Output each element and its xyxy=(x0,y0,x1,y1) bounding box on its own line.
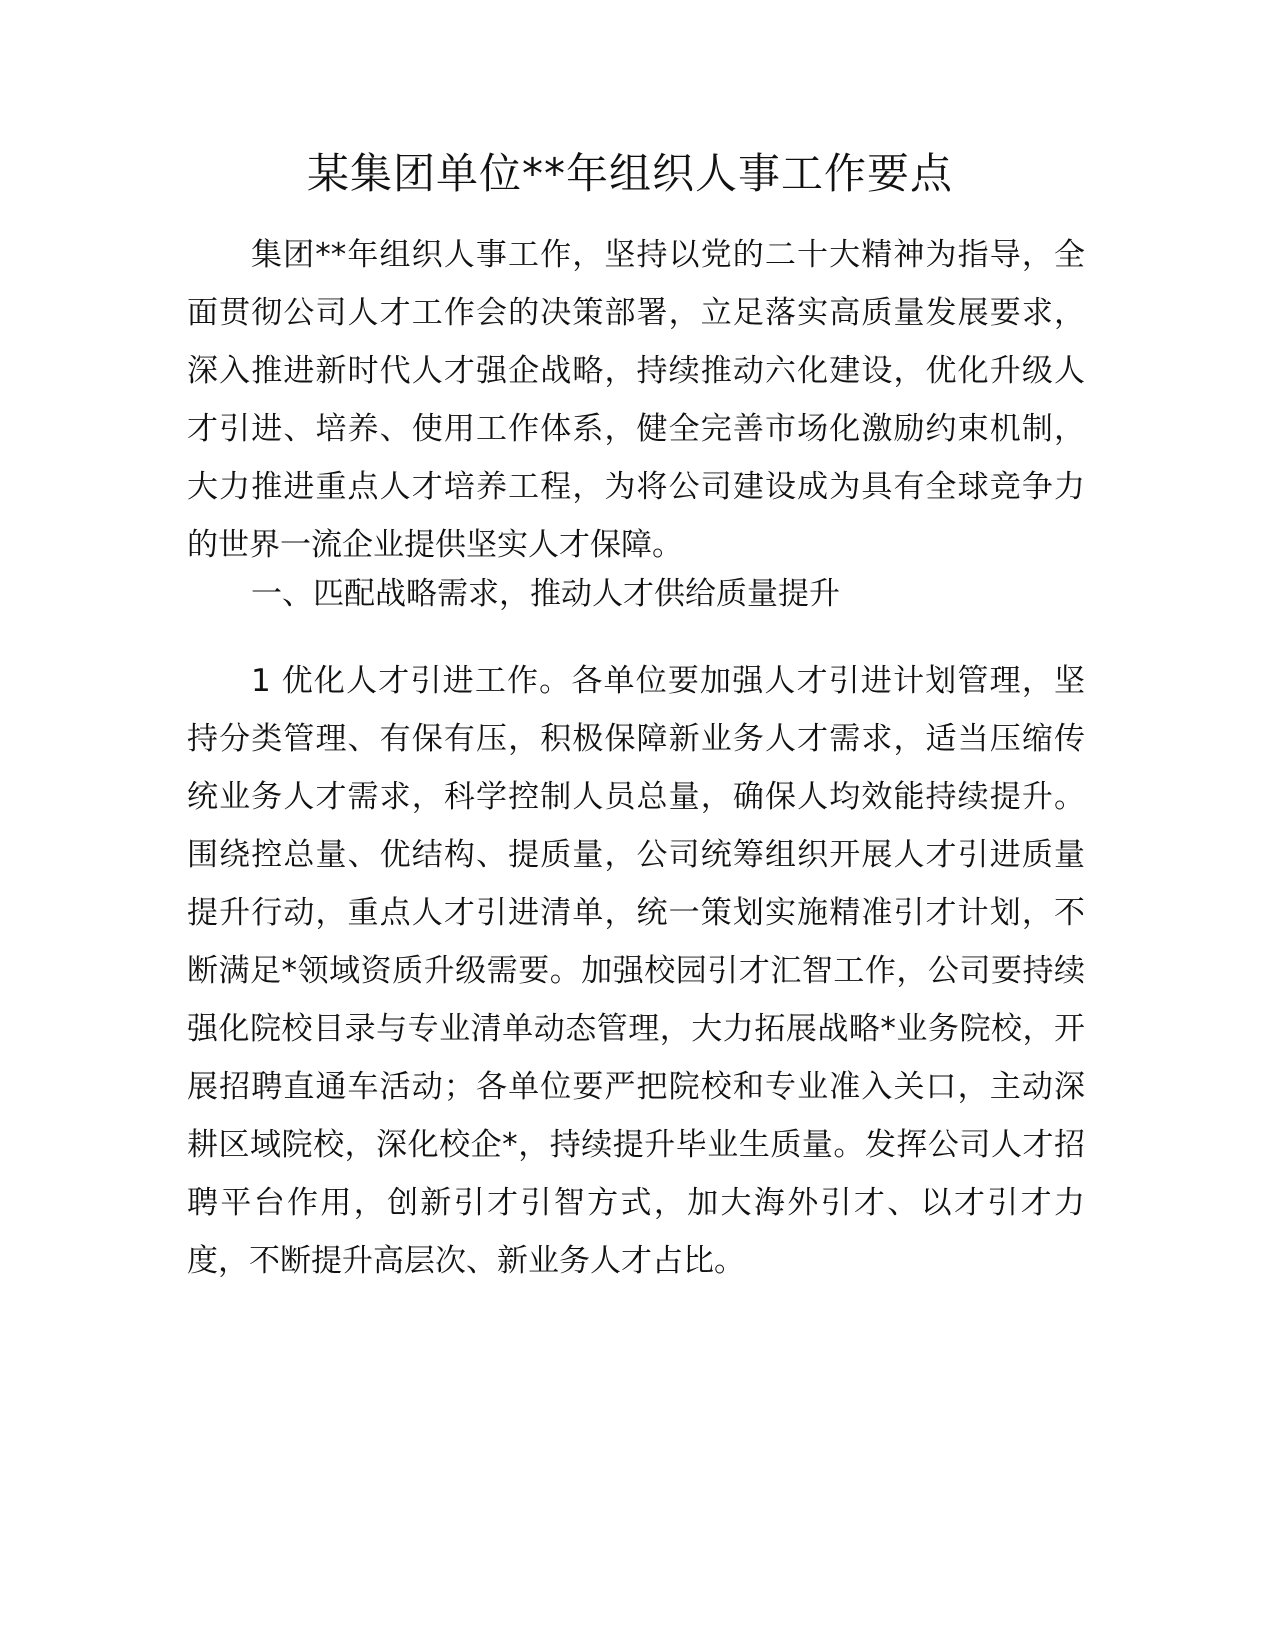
section-heading: 一、匹配战略需求，推动人才供给质量提升 xyxy=(251,576,840,612)
intro-paragraph: 集团**年组织人事工作，坚持以党的二十大精神为指导，全面贯彻公司人才工作会的决策部署，立足落实高质量发展要求，深入推进新时代人才强企战略，持续推动六化建设，优化升级人才引进、培养、使用工作体系，健全完善市场化激励约束机制，大力推进重点人才培养工程，为将公司建设成为具有全球竞争力的世界一流企业提供坚实人才保障。 xyxy=(187,237,1085,563)
document-title: 某集团单位**年组织人事工作要点 xyxy=(306,149,953,198)
item-paragraph: 1 优化人才引进工作。各单位要加强人才引进计划管理，坚持分类管理、有保有压，积极保障新业务人才需求，适当压缩传统业务人才需求，科学控制人员总量，确保人均效能持续提升。围绕控总量、优结构、提质量，公司统筹组织开展人才引进质量提升行动，重点人才引进清单，统一策划实施精准引才计划，不断满足*领域资质升级需要。加强校园引才汇智工作，公司要持续强化院校目录与专业清单动态管理，大力拓展战略*业务院校，开展招聘直通车活动；各单位要严把院校和专业准入关口，主动深耕区域院校，深化校企*，持续提升毕业生质量。发挥公司人才招聘平台作用，创新引才引智方式，加大海外引才、以才引才力度，不断提升高层次、新业务人才占比。 xyxy=(187,663,1085,1279)
